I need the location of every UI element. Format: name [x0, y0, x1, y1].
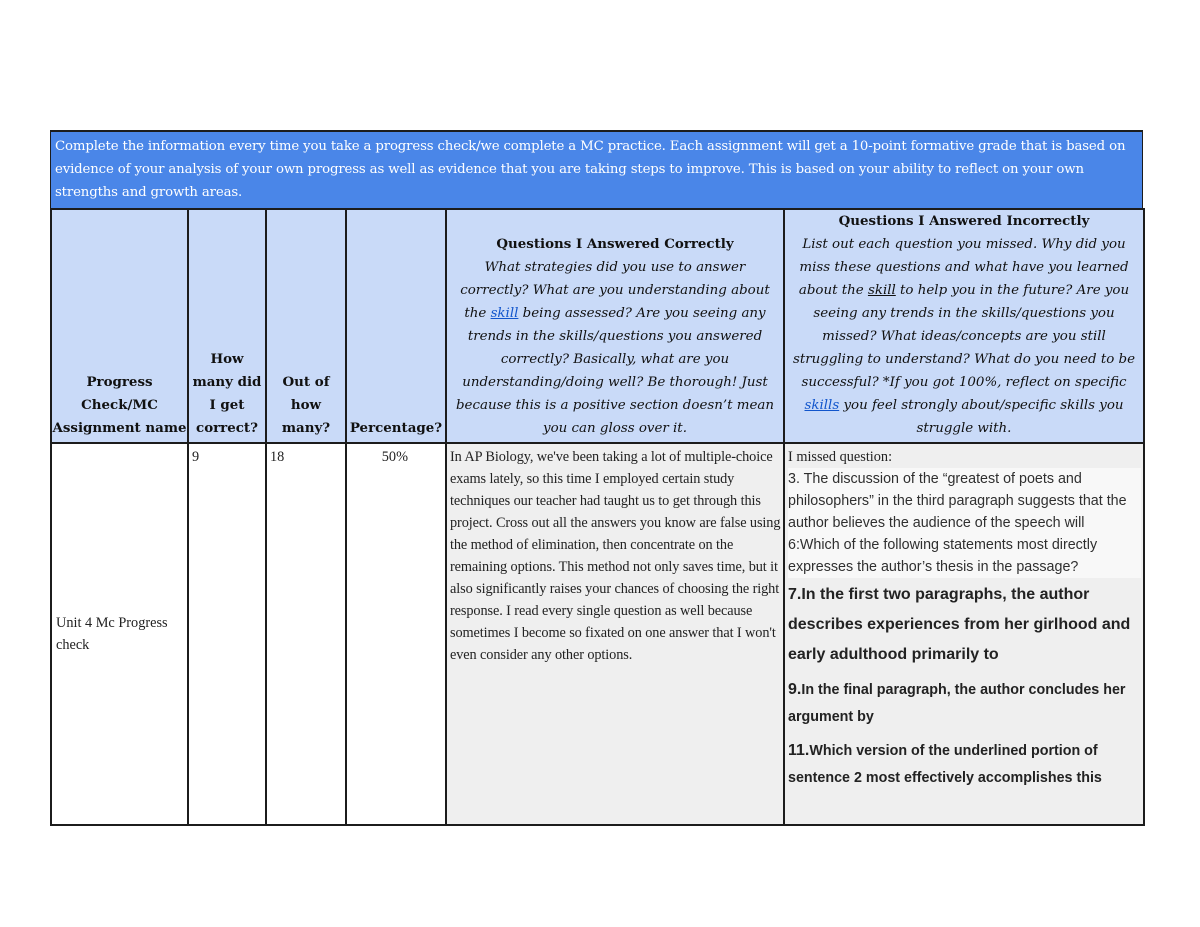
instructions-banner: Complete the information every time you take a progress check/we complete a MC practice. Each assignment will get a 10-point formative grade that is based on evidence of your analysis of your own progress as well as evidence that you are taking steps to improve. This is based on your ability to reflect on your own strengths and growth areas. — [50, 130, 1143, 208]
missed-question-11: 11.Which version of the underlined portion of sentence 2 most effectively accomplishes this — [788, 742, 1102, 786]
skills-link[interactable]: skills — [804, 398, 840, 413]
incorrect-questions-title: Questions I Answered Incorrectly — [838, 213, 1090, 229]
missed-heading: I missed question: — [788, 449, 893, 465]
skill-link[interactable]: skill — [490, 306, 519, 321]
cell-correct-count[interactable]: 9 — [188, 443, 266, 825]
cell-correct-reflection[interactable]: In AP Biology, we've been taking a lot of multiple-choice exams lately, so this time I employed certain study techniques our teacher had taught us to get through this project. Cross out all the answers you know are false using the method of elimination, then concentrate on the remaining options. This method not only saves time, but it also significantly raises your chances of choosing the right response. I read every single question as well because sometimes I become so fixated on one answer that I won't even consider any other options. — [446, 443, 784, 825]
header-row — [51, 209, 1144, 443]
header-percentage: Percentage? — [346, 209, 446, 443]
incorrect-questions-prompt: List out each question you missed. Why did you miss these questions and what have you learned about the skill to help you in the future? Are you seeing any trends in the skills/questions you missed? What ideas/concepts are you still struggling to understand? What do you need to be successful? *If you got 100%, reflect on specific skills you feel strongly about/specific skills you struggle with. — [792, 237, 1136, 436]
header-incorrect-questions — [784, 209, 1144, 443]
missed-question-7: 7.In the first two paragraphs, the author describes experiences from her girlhood and early adulthood primarily to — [788, 586, 1131, 663]
missed-question-9: 9.In the final paragraph, the author concludes her argument by — [788, 681, 1126, 725]
reflection-table — [50, 208, 1145, 826]
missed-question-6: 6:Which of the following statements most directly expresses the author’s thesis in the passage? — [788, 534, 1141, 578]
correct-questions-title: Questions I Answered Correctly — [496, 236, 734, 252]
cell-percentage[interactable]: 50% — [346, 443, 446, 825]
header-out-of: Out of how many? — [266, 209, 346, 443]
missed-question-3: 3. The discussion of the “greatest of poets and philosophers” in the third paragraph suggests that the author believes the audience of the speech will — [788, 468, 1141, 534]
header-correct-count: How many did I get correct? — [188, 209, 266, 443]
header-correct-questions — [446, 209, 784, 443]
correct-questions-prompt: What strategies did you use to answer correctly? What are you understanding about the skill being assessed? Are you seeing any trends in the skills/questions you answered correctly? Basically, what are you understanding/doing well? Be thorough! Just because this is a positive section doesn’t mean you can gloss over it. — [455, 260, 774, 436]
cell-assignment-name[interactable]: Unit 4 Mc Progress check — [51, 443, 188, 825]
progress-reflection-sheet — [50, 130, 1143, 826]
cell-out-of[interactable]: 18 — [266, 443, 346, 825]
table-row — [51, 443, 1144, 825]
header-assignment-name: Progress Check/MC Assignment name — [51, 209, 188, 443]
cell-incorrect-reflection[interactable] — [784, 443, 1144, 825]
